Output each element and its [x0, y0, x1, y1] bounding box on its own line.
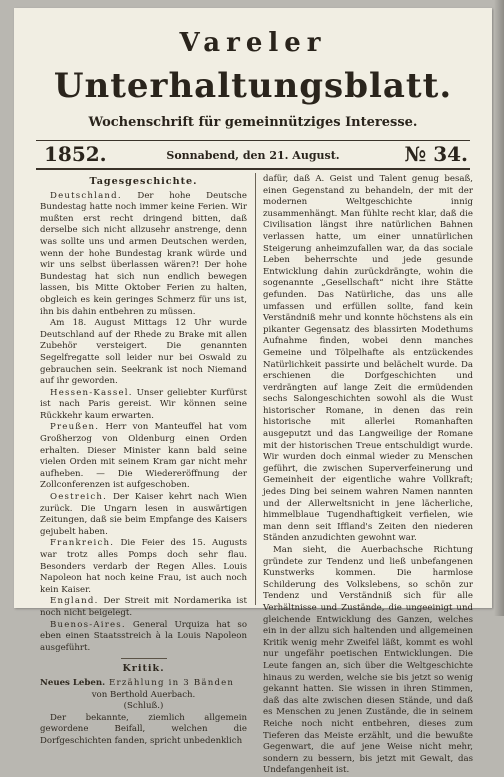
right-column [263, 174, 473, 777]
news-lead: Preußen. [50, 422, 100, 433]
masthead-title-line-2: Unterhaltungsblatt. [53, 66, 453, 106]
book-spine-shadow [494, 0, 504, 616]
news-paragraph [40, 492, 247, 538]
news-paragraph [40, 538, 247, 596]
news-lead: Buenos-Aires. [50, 619, 126, 630]
news-lead: Hessen-Kassel. [50, 387, 133, 398]
column-divider [255, 173, 256, 605]
issue-date: Sonnabend, den 21. August. [166, 149, 340, 162]
header-rule-top [36, 140, 470, 141]
news-paragraph [40, 318, 247, 388]
review-title-lead: Neues Leben. [40, 677, 106, 688]
newspaper-page [14, 8, 492, 776]
news-paragraph [40, 596, 247, 619]
section-divider [121, 658, 167, 659]
news-text: Unser geliebter Kurfürst ist nach Paris gereist. Wir können seine Rückkehr kaum erwarten. [40, 387, 247, 421]
review-continuation-paragraph: dafür, daß A. Geist und Talent genug besaß, einen Gegenstand zu behandeln, der mit der modernen Weltgeschichte innig zusammenhängt. Man fühlte recht klar, daß die Civilisation längst ihre natürlichen Bahnen verlassen hatte, um einer unnatürlichen Steigerung anheimzufallen war, da das sociale Leben beherrschte und jede gesunde Entwicklung dahin zurückdrängte, wohin die sogenannte „Gesellschaft“ nicht ihre Stätte gefunden. Das Natürliche, das uns alle umfassen und erfüllen sollte, fand kein Verständniß mehr und konnte höchstens als ein pikanter Gegensatz des blassirten Modethums Aufnahme finden, wobei denn manches Gemeine und Tölpelhafte als entzückendes Natürlichkeit passirte und belächelt wurde. Da erschienen die Dorfgeschichten und verdrängten auf lange Zeit die ermüdenden sechs Salongeschichten sowohl als die Wust historischer Romane, in denen das rein historische mit allerlei Romanhaften ausgeputzt und das Langweilige der Romane mit der historischen Treue entschuldigt wurde. Wir wurden doch einmal wieder zu Menschen geführt, die zwischen Superverfeinerung und Gemeinheit der eigentliche wahre Vollkraft; jedes Ding bei seinem wahren Namen nannten und der Allerweltsnicht in jene lächerliche, himmelblaue Tugendhaftigkeit verfielen, wie man denn seit Iffland's Zeiten den niederen Ständen anzudichten gewohnt war. [263, 174, 473, 544]
news-text: Der Streit mit Nordamerika ist noch nicht beigelegt. [40, 596, 247, 618]
issue-number: № 34. [404, 142, 468, 166]
dateline [36, 144, 470, 166]
masthead-subtitle: Wochenschrift für gemeinnütziges Interesse. [88, 115, 418, 130]
news-lead: Frankreich. [50, 538, 115, 549]
review-part: (Schluß.) [123, 701, 164, 712]
news-text: Der Kaiser kehrt nach Wien zurück. Die Ungarn lesen in auswärtigen Zeitungen, daß sie beim Empfange des Kaisers gejubelt haben. [40, 492, 247, 537]
review-author: von Berthold Auerbach. [91, 689, 196, 700]
news-text: Herr von Manteuffel hat vom Großherzog von Oldenburg einen Orden erhalten. Dieser Minister kann bald seine vielen Orden mit seinem Kram gar nicht mehr aufheben. — Die Wiedereröffnung der Zollconferenzen ist aufgeschoben. [40, 422, 247, 491]
news-lead: Deutschland. [50, 190, 122, 201]
review-title [40, 678, 247, 690]
news-paragraph [40, 191, 247, 319]
review-text: Der bekannte, ziemlich allgemein gewordene Beifall, welchen die Dorfgeschichten fanden, spricht unbedenklich [40, 712, 247, 746]
news-text: General Urquiza hat so eben einen Staatsstreich à la Louis Napoleon ausgeführt. [40, 619, 247, 653]
issue-year: 1852. [44, 142, 107, 166]
masthead-title-line-1: Vareler [179, 28, 327, 58]
section-heading-tagesgeschichte: Tagesgeschichte. [89, 176, 198, 187]
left-column [40, 174, 247, 748]
news-text: Der hohe Deutsche Bundestag hatte noch immer keine Ferien. Wir mußten erst recht dringend bitten, daß derselbe sich nicht allzusehr anstrenge, denn was sollte uns und armen Deutschen werden, wenn der hohe Bundestag krank würde und wir uns selbst überlassen wären?! Der hohe Bundestag hat sich nun endlich bewegen lassen, bis Mitte Oktober Ferien zu halten, obgleich es kein geringes Schmerz für uns ist, ihn bis dahin entbehren zu müssen. [40, 190, 247, 317]
section-heading-kritik: Kritik. [122, 663, 165, 675]
news-lead: Oestreich. [50, 492, 108, 503]
review-title-rest: Erzählung in 3 Bänden [105, 677, 235, 688]
header-rule-bottom [36, 168, 470, 170]
news-text: Die Feier des 15. Augusts war trotz alles Pomps doch sehr flau. Besonders verdarb der Regen Alles. Louis Napoleon hat noch keine Frau, ist auch noch kein Kaiser. [40, 538, 247, 595]
news-paragraph [40, 422, 247, 492]
news-paragraph [40, 620, 247, 655]
news-lead: England. [50, 596, 99, 607]
news-text: Am 18. August Mittags 12 Uhr wurde Deutschland auf der Rhede zu Brake mit allen Zubehör versteigert. Die genannten Segelfregatte soll leider nur bei Oswald zu gebrauchen sein. Seekrank ist noch Niemand auf ihr geworden. [40, 318, 247, 387]
news-paragraph [40, 388, 247, 423]
review-continuation-paragraph: Man sieht, die Auerbachsche Richtung gründete zur Tendenz und ließ unbefangenen Kunstwerks kommen. Die harmlose Schilderung des Volkslebens, so schön zur Tendenz und Verständniß sich für alle Verhältnisse und Zustände, die ungeeinigt und gleichende Entwicklung des Ganzen, welches ein in der allzu sich haltenden und allgemeinen Kritik wenig mehr Zweifel läßt, kommt es wohl nur ungefähr poetischen Entwicklungen. Die Leute fangen an, sich über die Weltgeschichte hinaus zu werden, welche sie bis jetzt so wenig gekannt hatten. Sie wissen in ihren Stimmen, daß das alte zwischen diesen Stände, und daß es Menschen zu jenen Zustände, die in seinem Reiche noch nicht entbehren, dieses zum Tieferen das Meiste erzählt, und die bewußte Gegenwart, die auf jene Weise nicht mehr, sondern zu bessern, bis jetzt mit Gewalt, das Undefangenheit ist. [263, 545, 473, 776]
